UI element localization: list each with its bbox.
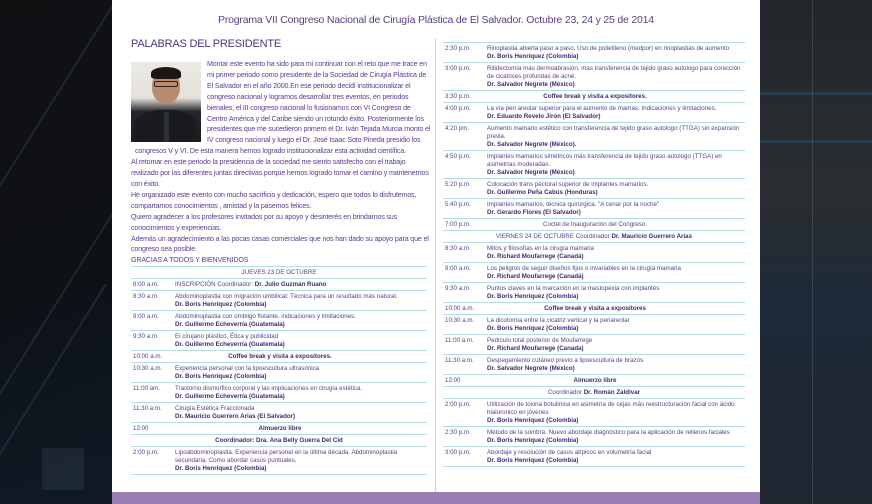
session-time: 10:00 a.m. — [445, 304, 475, 312]
coordinator-line — [443, 389, 745, 397]
session-time: 12:00 — [133, 424, 149, 432]
photo-glasses — [154, 81, 178, 87]
session-speaker: Dr. Guillermo Echeverría (Guatemala) — [175, 340, 285, 348]
session-body — [175, 293, 427, 309]
session-time: 8:30 a.m. — [445, 244, 471, 252]
session-row — [443, 243, 745, 263]
session-body — [175, 313, 427, 329]
break-label: Coffee break y visita a expositores — [544, 304, 646, 312]
session-body — [487, 105, 745, 121]
session-body — [487, 285, 745, 301]
session-speaker: Dr. Julio Guzmán Ruano — [254, 280, 327, 288]
session-body — [487, 153, 745, 177]
session-title: Abdominoplastia con ombligo flotante, indicaciones y limitaciones. — [175, 312, 356, 320]
program-page — [112, 0, 760, 504]
session-time: 3:00 p.m. — [445, 448, 471, 456]
session-time: 2:00 p.m. — [133, 448, 159, 456]
session-body — [487, 181, 745, 197]
session-speaker: Dr. Boris Henríquez (Colombia) — [487, 456, 579, 464]
session-time: 11:00 a.m. — [445, 336, 474, 344]
coordinator-header — [131, 435, 427, 447]
session-body — [175, 365, 427, 381]
session-title: Mitos y filosofías en la cirugía mamaria — [487, 244, 594, 252]
session-speaker: Dr. Boris Henríquez (Colombia) — [175, 372, 267, 380]
coordinator-label: Coordinador — [547, 388, 584, 396]
break-row — [131, 351, 427, 363]
session-title: Método de la sombra. Nuevo abordaje diagnóstico para la aplicación de rellenos faciales — [487, 428, 730, 436]
session-body — [487, 429, 745, 445]
session-body — [487, 337, 745, 353]
session-row — [443, 103, 745, 123]
day-header — [131, 267, 427, 279]
session-speaker: Dr. Richard Moufarrege (Canadá) — [487, 252, 584, 260]
section-title: PALABRAS DEL PRESIDENTE — [131, 38, 282, 50]
session-title: La vía peri areolar superior para el aumento de mamas. Indicaciones y limitaciones. — [487, 104, 717, 112]
break-label: Coffee break y visita a expositores. — [543, 92, 647, 100]
coordinator-label: VIERNES 24 DE OCTUBRE Coordinador — [495, 232, 612, 240]
session-body — [487, 357, 745, 373]
column-divider — [435, 38, 436, 492]
session-speaker: Dr. Boris Henríquez (Colombia) — [487, 52, 579, 60]
session-time: 8:30 a.m. — [133, 292, 159, 300]
break-label: Coffee break y visita a expositores. — [228, 352, 332, 360]
session-speaker: Dr. Salvador Negrete (México). — [487, 140, 577, 148]
session-time: 4:50 p.m. — [445, 152, 471, 160]
session-speaker: Dr. Boris Henríquez (Colombia) — [487, 324, 579, 332]
session-speaker: Dr. Guillermo Peña Cabús (Honduras) — [487, 188, 598, 196]
coordinator-line — [443, 233, 745, 241]
session-time: 9:30 a.m. — [445, 284, 471, 292]
coordinator-name: Dr. Román Zaldivar — [583, 388, 641, 396]
session-title: Puntos claves en la marcación en la mastopexia con implantes — [487, 284, 660, 292]
session-body — [487, 65, 745, 89]
break-row — [443, 375, 745, 387]
session-row — [131, 331, 427, 351]
session-body — [487, 245, 745, 261]
session-body — [175, 333, 427, 349]
president-words-section — [131, 38, 431, 266]
session-row — [443, 315, 745, 335]
session-speaker: Dr. Boris Henríquez (Colombia) — [175, 464, 267, 472]
session-row — [443, 199, 745, 219]
coordinator-header — [443, 231, 745, 243]
page-title: Programa VII Congreso Nacional de Cirugía Plástica de El Salvador. Octubre 23, 24 y 25 de 2014 — [218, 14, 654, 26]
session-title: La dicotomía entre la cicatriz vertical y la periareolar — [487, 316, 630, 324]
session-row — [131, 363, 427, 383]
background-square — [42, 448, 84, 490]
session-row — [443, 151, 745, 179]
session-row — [443, 263, 745, 283]
session-time: 10:30 a.m. — [133, 364, 163, 372]
session-row — [443, 43, 745, 63]
session-body — [175, 449, 427, 473]
president-message — [131, 59, 431, 266]
session-time: 10:00 a.m. — [133, 352, 163, 360]
break-row — [131, 423, 427, 435]
session-time: 3:00 p.m. — [445, 64, 471, 72]
session-time: 7:00 p.m. — [445, 220, 471, 228]
session-row — [131, 403, 427, 423]
session-title: Utilización de toxina botulínica en asimetría de cejas más reestructuración facial con ácido hialuronico en jóvenes — [487, 400, 735, 416]
session-title: Pedículo total posterior de Moufarrege — [487, 336, 593, 344]
session-title: Trastorno dismorfico corporal y las implicaciones en cirugía estética. — [175, 384, 363, 392]
background-streak — [0, 144, 112, 416]
session-title: Aumento mamario estético con transferencia de tejido graso autologo (TTGA) sin expansión previa. — [487, 124, 740, 140]
session-time: 10:30 a.m. — [445, 316, 475, 324]
session-title: Rinoplastia abierta paso a paso. Uso de polietileno (medpor) en rinoplastias de aumento — [487, 44, 730, 52]
session-time: 8:00 a.m. — [133, 280, 159, 288]
session-body — [487, 449, 745, 465]
session-row — [131, 383, 427, 403]
session-row — [443, 123, 745, 151]
session-body — [487, 45, 745, 61]
message-paragraph: Quiero agradecer a los profesores invitados por su apoyo y desinterés en brindarnos sus conocimientos y experiencias. — [131, 212, 398, 232]
session-row — [443, 427, 745, 447]
session-time: 5:20 p.m. — [445, 180, 471, 188]
session-title: Los peligros de seguir diseños fijos o invariables en la cirugía mamaria — [487, 264, 681, 272]
session-time: 2:00 p.m. — [445, 400, 471, 408]
session-time: 11:30 a.m. — [445, 356, 474, 364]
photo-tie — [164, 112, 169, 142]
session-row — [443, 399, 745, 427]
session-body — [175, 281, 427, 289]
background-streak — [0, 0, 112, 256]
session-speaker: Dr. Salvador Negrete (México) — [487, 364, 575, 372]
session-row — [131, 447, 427, 475]
session-body — [175, 385, 427, 401]
background-right — [760, 0, 872, 504]
session-title: Lipoabdominoplastia. Experiencia personal en la última década. Abdominoplastia secundaria. Como abordar casos puntuales. — [175, 448, 398, 464]
session-time: 2:30 p.m. — [445, 44, 471, 52]
session-title: Ritidectomía más dermoabrasión, mas transferencia de tejido graso autologo para corección de cicatrices profundas de acné. — [487, 64, 741, 80]
background-line — [812, 0, 813, 504]
session-row — [443, 447, 745, 467]
session-row — [443, 283, 745, 303]
session-time: 4:20 pm. — [445, 124, 470, 132]
session-time: 9:30 a.m. — [133, 332, 159, 340]
session-speaker: Dr. Salvador Negrete (México) — [487, 80, 575, 88]
session-row — [131, 291, 427, 311]
session-speaker: Dr. Salvador Negrete (México) — [487, 168, 575, 176]
coordinator-text: Coordinador: Dra. Ana Belly Guerra Del Cid — [215, 436, 343, 444]
session-body — [487, 401, 745, 425]
session-speaker: Dr. Guillermo Echeverría (Guatemala) — [175, 392, 285, 400]
session-row — [131, 279, 427, 291]
session-speaker: Dr. Eduardo Revelo Jirón (El Salvador) — [487, 112, 601, 120]
coordinator-header — [443, 387, 745, 399]
session-title: Experiencia personal con la lipoescultura ultrasónica — [175, 364, 320, 372]
message-paragraph: He organizado este evento con mucho sacrificio y dedicación, espero que todos lo disfrutemos, compartamos conocimientos , amistad y la pasemos felices. — [131, 190, 417, 210]
photo-hair — [151, 67, 181, 79]
message-paragraph: Al retomar en este periodo la presidencia de la sociedad me siento satisfecho con el trabajo realizado por las diferentes juntas directivas porque hemos logrado tomar el camino y mantenernos con éxito. — [131, 158, 429, 188]
session-title: Abdominoplastia con migración umbilical: Técnica para un resultado más natural. — [175, 292, 398, 300]
session-body — [487, 317, 745, 333]
session-speaker: Dr. Boris Henríquez (Colombia) — [487, 292, 579, 300]
session-speaker: Dr. Richard Moufarrege (Canada) — [487, 344, 584, 352]
break-label: Almuerzo libre — [573, 376, 617, 384]
event-label: Coctel de Inauguración del Congreso. — [543, 220, 647, 228]
session-time: 9:00 a.m. — [133, 312, 159, 320]
session-title: Implantes mamarios simétricos más transferencia de tejido graso autologo (TTGA) en asimetrías moderadas. — [487, 152, 722, 168]
session-row — [443, 63, 745, 91]
day-header-text: JUEVES 23 DE OCTUBRE — [241, 268, 317, 276]
session-title: El cirujano plástico, Ética y publicidad — [175, 332, 279, 340]
session-body — [487, 265, 745, 281]
session-body — [487, 201, 745, 217]
session-speaker: Dr. Mauricio Guerrero Arias (El Salvador) — [175, 412, 296, 420]
session-title: Despegamiento cutáneo previo a lipoescultura de brazos — [487, 356, 644, 364]
break-row — [443, 303, 745, 315]
session-time: 12:00 — [445, 376, 461, 384]
background-band — [760, 92, 872, 95]
message-paragraph: Además un agradecimiento a las pocas casas comerciales que nos han dado su apoyo para que el congreso sea posible. — [131, 234, 429, 254]
session-speaker: Dr. Gerardo Flores (El Salvador) — [487, 208, 581, 216]
session-body — [175, 405, 427, 421]
session-body — [487, 125, 745, 149]
schedule-thursday — [131, 266, 427, 475]
session-time: 5:40 p.m. — [445, 200, 471, 208]
footer-band — [112, 492, 760, 504]
background-band — [760, 140, 872, 143]
session-title: Cirugía Estética Fraccionada — [175, 404, 255, 412]
session-speaker: Dr. Boris Henríquez (Colombia) — [487, 416, 579, 424]
message-closing: GRACIAS A TODOS Y BIENVENIDOS — [131, 256, 249, 265]
break-row — [443, 91, 745, 103]
session-speaker: Dr. Boris Henríquez (Colombia) — [175, 300, 267, 308]
session-speaker: Dr. Boris Henríquez (Colombia) — [487, 436, 579, 444]
session-time: 11:00 am. — [133, 384, 161, 392]
coordinator-name: Dr. Mauricio Guerrero Arias — [611, 232, 693, 240]
session-time: 4:00 p.m. — [445, 104, 471, 112]
session-row — [443, 355, 745, 375]
session-title: Implantes mamarios, técnica quirúrgica. "A cenar por la noche" — [487, 200, 660, 208]
session-title: INSCRIPCIÓN Coordinador: — [175, 280, 255, 288]
session-speaker: Dr. Guillermo Echeverría (Guatemala) — [175, 320, 285, 328]
session-time: 3:30 p.m. — [445, 92, 471, 100]
message-paragraph: Montar este evento ha sido para mi continuar con el reto que me trace en mi primer periodo como presidente de la Sociedad de Cirugía Plástica de El Salvador en el año 2000.En ese periodo decidí institucionalizar el congreso nacional y logramos desarrollar tres eventos, en periodos bienales, el III congreso nacional lo fusionamos con VI Congreso de Centro América y del Caribe siendo un rotundo éxito. Posteriormente los presidentes que me sucedieron primero el Dr. Iván Tejada Murcia monto el IV congreso nacional y luego el Dr. José Isaac Soto Pineda presidio los congresos V y VI. De esta manera hemos logrado institucionalizar esta actividad científica. — [135, 60, 431, 156]
president-photo — [131, 62, 201, 142]
session-title: Colocación trans pectoral superior de implantes mamarios. — [487, 180, 649, 188]
event-row — [443, 219, 745, 231]
session-row — [443, 179, 745, 199]
session-title: Abordaje y resolución de casos atípicos en volumetría facial — [487, 448, 652, 456]
schedule-continued — [443, 42, 745, 467]
session-speaker: Dr. Richard Moufarrege (Canadá) — [487, 272, 584, 280]
session-row — [443, 335, 745, 355]
session-row — [131, 311, 427, 331]
session-time: 9:00 a.m. — [445, 264, 471, 272]
session-time: 11:30 a.m. — [133, 404, 162, 412]
break-label: Almuerzo libre — [258, 424, 302, 432]
background-left — [0, 0, 112, 504]
session-time: 2:30 p.m. — [445, 428, 471, 436]
